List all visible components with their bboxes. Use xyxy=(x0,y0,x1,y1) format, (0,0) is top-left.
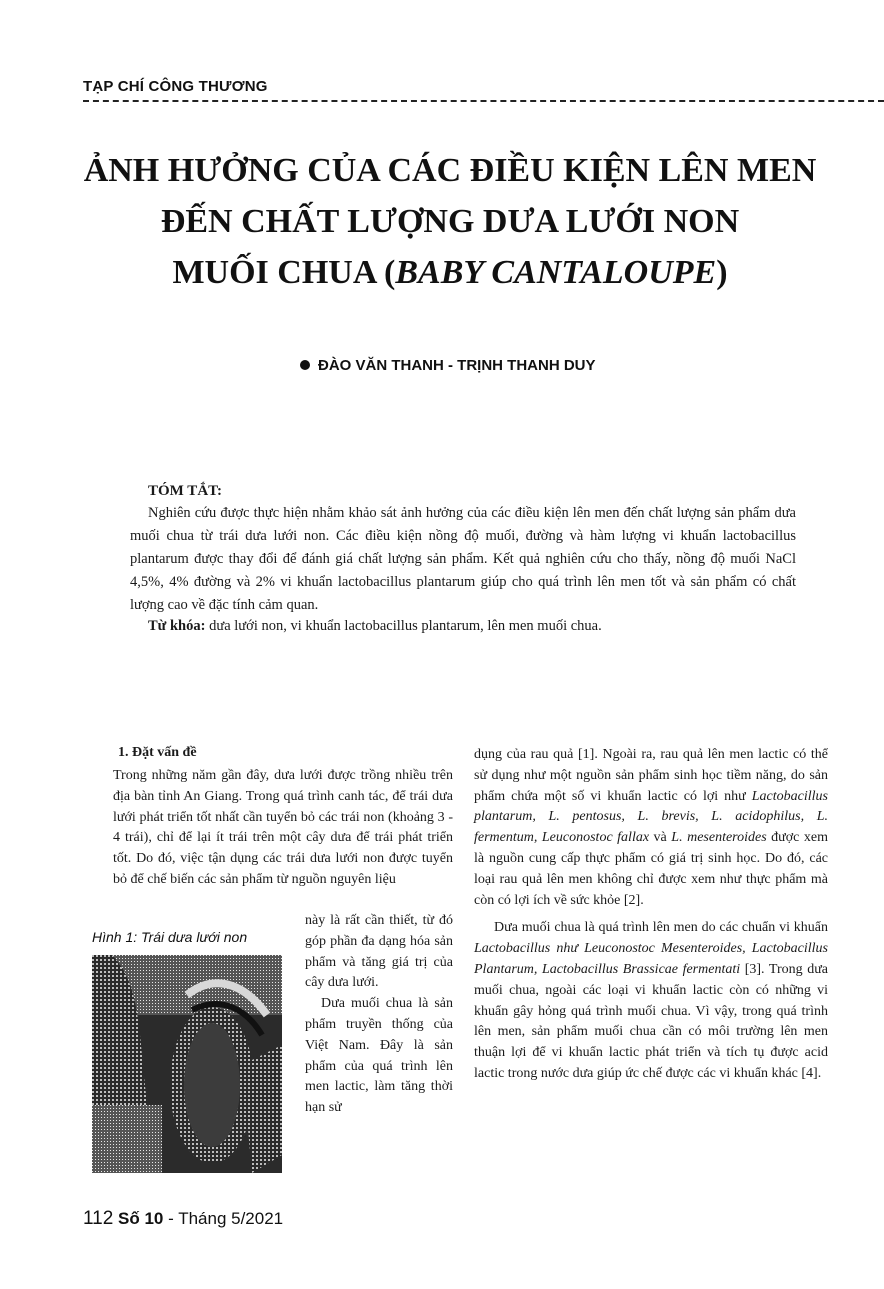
figure-caption: Hình 1: Trái dưa lưới non xyxy=(92,929,248,945)
col2-p1-b: và xyxy=(649,830,672,846)
col2-p1-species-2: L. mesenteroides xyxy=(671,830,767,846)
page-footer xyxy=(83,1208,283,1230)
melon-photo-image xyxy=(92,955,282,1173)
abstract-heading: TÓM TẮT: xyxy=(148,483,223,499)
keywords xyxy=(148,618,602,635)
title-line-1: ẢNH HƯỞNG CỦA CÁC ĐIỀU KIỆN LÊN MEN xyxy=(83,152,817,189)
authors xyxy=(300,357,596,374)
journal-name: TẠP CHÍ CÔNG THƯƠNG xyxy=(83,78,268,95)
col2-p2-b: [3]. Trong dưa muối chua, ngoài các loại vi khuẩn lactic còn có những vi khuẩn gây hỏng quá trình muối chua. Vì vậy, trong quá trình lên men, sản phẩm muối chua cần có môi trường lên men thuận lợi để vi khuẩn lactic phát triển và tích tụ được acid lactic trong nước dưa giúp ức chế được các vi khuẩn khác [4]. xyxy=(474,961,828,1081)
article-title xyxy=(60,145,840,298)
figure-photo xyxy=(92,955,282,1173)
page-number: 112 xyxy=(83,1208,114,1229)
col2-paragraph-1 xyxy=(474,745,828,911)
abstract-text: Nghiên cứu được thực hiện nhằm khảo sát ảnh hưởng của các điều kiện lên men đến chất lượng sản phẩm dưa muối chua từ trái dưa lưới non. Các điều kiện nồng độ muối, đường và hàm lượng vi khuẩn lactobacillus plantarum được thay đổi để đánh giá chất lượng sản phẩm. Kết quả nghiên cứu cho thấy, nồng độ muối NaCl 4,5%, 4% đường và 2% vi khuẩn lactobacillus plantarum giúp cho quá trình lên men tốt và sản phẩm có chất lượng cao về đặc tính cảm quan. xyxy=(130,505,796,613)
col2-p1-c: được xem là nguồn cung cấp thực phẩm có giá trị sinh học. Do đó, các loại rau quả lên men không chỉ được xem như thực phẩm mà còn có lợi ích về sức khỏe [2]. xyxy=(474,830,829,908)
issue-number: Số 10 xyxy=(118,1209,164,1228)
keywords-label: Từ khóa: xyxy=(148,618,206,634)
title-line-3-a: MUỐI CHUA ( xyxy=(172,254,396,291)
header-rule xyxy=(83,100,884,102)
keywords-text: dưa lưới non, vi khuẩn lactobacillus plantarum, lên men muối chua. xyxy=(205,618,602,634)
col2-p1-species: Lactobacillus plantarum, L. pentosus, L. brevis, L. acidophilus, L. fermentum, Leuconostoc fallax xyxy=(474,788,828,846)
title-line-3 xyxy=(60,247,840,298)
col2-paragraph-2 xyxy=(474,918,828,1084)
section-heading: 1. Đặt vấn đề xyxy=(118,745,197,760)
col2-p2-a: Dưa muối chua là quá trình lên men do các chuẩn vi khuẩn xyxy=(494,920,828,936)
intro-paragraph-2: Dưa muối chua là sản phẩm truyền thống của Việt Nam. Đây là sản phẩm của quá trình lên men lactic, làm tăng thời hạn sử xyxy=(305,996,453,1116)
intro-paragraph-1: Trong những năm gần đây, dưa lưới được trồng nhiều trên địa bàn tỉnh An Giang. Trong quá trình canh tác, để trái dưa lưới phát triển tốt nhất cần tuyển bỏ các trái non (khoảng 3 - 4 trái), chỉ để lại ít trái trên một cây dưa để trái phát triển tốt. Do đó, việc tận dụng các trái dưa lưới non được tuyển bỏ để chế biến các sản phẩm từ nguồn nguyên liệu xyxy=(113,768,453,887)
bullet-icon xyxy=(300,360,310,370)
authors-text: ĐÀO VĂN THANH - TRỊNH THANH DUY xyxy=(318,357,596,374)
title-line-3-italic: BABY CANTALOUPE xyxy=(395,254,717,291)
intro-paragraph-1-continued: này là rất cần thiết, từ đó góp phần đa dạng hóa sản phẩm và tăng giá trị của cây dưa lưới. xyxy=(305,913,453,991)
title-line-3-b: ) xyxy=(716,254,728,291)
title-line-2: ĐẾN CHẤT LƯỢNG DƯA LƯỚI NON xyxy=(160,203,740,240)
right-column xyxy=(474,745,828,1085)
intro-narrow-column xyxy=(305,911,453,1119)
issue-date: - Tháng 5/2021 xyxy=(163,1209,284,1228)
col2-p2-species: Lactobacillus như Leuconostoc Mesenteroides, Lactobacillus Plantarum, Lactobacillus Brassicae fermentati xyxy=(474,941,828,977)
col2-p1-a: dụng của rau quả [1]. Ngoài ra, rau quả lên men lactic có thể sử dụng như một nguồn sản phẩm sinh học tiềm năng, do sản phẩm chứa một số vi khuẩn lactic có lợi như xyxy=(474,747,828,804)
